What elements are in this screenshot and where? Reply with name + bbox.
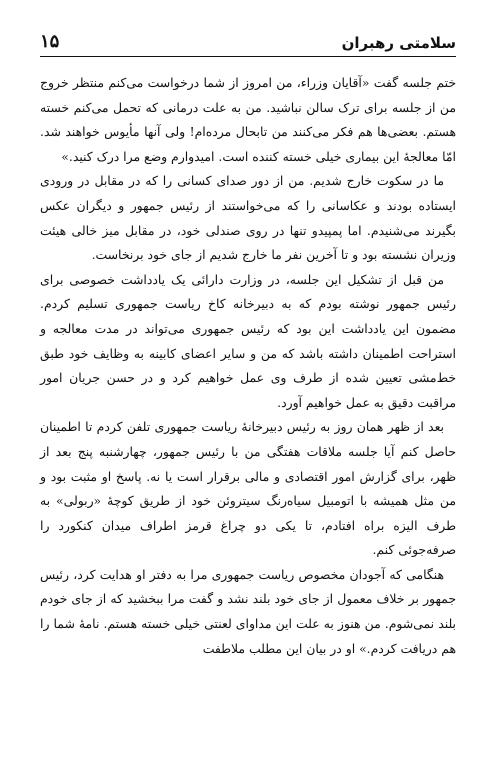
- paragraph-5: هنگامی که آجودان مخصوص ریاست جمهوری مرا به دفتر او هدایت کرد، رئیس جمهور بر خلاف معمول از جای خود بلند نشد و گفت مرا ببخشید که از جای خودم بلند نمی‌شوم. من هنوز به علت این مداوای لعنتی خیلی خسته هستم. نامهٔ شما را هم دریافت کردم.» او در بیان این مطلب ملاطفت: [40, 566, 456, 656]
- paragraph-3: من قبل از تشکیل این جلسه، در وزارت دارائی یک یادداشت خصوصی برای رئیس جمهور نوشته بودم که به دبیرخانه کاخ ریاست جمهوری تسلیم کردم. مضمون این یادداشت این بود که رئیس جمهوری می‌تواند در مدت معالجه و استراحت اطمینان داشته باشد که من و سایر اعضای کابینه به وظایف خود طبق خط‌مشی تعیین شده از طرف وی عمل خواهیم کرد و در حسن جریان امور مراقبت دقیق به عمل خواهیم آورد.: [40, 271, 456, 410]
- header-rule: [40, 56, 456, 57]
- body-text: [40, 71, 456, 661]
- page-header: [40, 20, 456, 52]
- paragraph-1: ختم جلسه گفت «آقایان وزراء، من امروز از شما درخواست می‌کنم منتظر خروج من از جلسه برای ترک سالن نباشید. من به علت درمانی که تحمل می‌کنم خسته هستم. بعضی‌ها هم فکر می‌کنند من تابحال مرده‌ام! ولی آنها مأیوس خواهند شد. امّا معالجهٔ این بیماری خیلی خسته کننده است. امیدوارم وضع مرا درک کنید.»: [40, 75, 456, 164]
- running-title: سلامتی رهبران: [341, 34, 456, 52]
- paragraph-2: ما در سکوت خارج شدیم. من از دور صدای کسانی را که در مقابل در ورودی ایستاده بودند و عکاسانی را که می‌خواستند از رئیس جمهور و دیگران عکس بگیرند می‌شنیدم. اما پمپیدو تنها در روی صندلی خود، در مقابل میز خالی هیئت وزیران نشسته بود و تا آخرین نفر ما خارج شدیم از جای خود برنخاست.: [40, 173, 456, 263]
- page-number: ۱۵: [40, 31, 60, 52]
- paragraph-4: بعد از ظهر همان روز به رئیس دبیرخانهٔ ریاست جمهوری تلفن کردم تا اطمینان حاصل کنم آیا جلسه ملاقات هفتگی من با رئیس جمهور، چهارشنبه پنج بعد از ظهر، برای گزارش امور اقتصادی و مالی برقرار است یا نه. پاسخ او مثبت بود و من مثل همیشه با اتومبیل سیاه‌رنگ سیتروئن خود از طریق کوچهٔ «ربولی» به طرف الیزه براه افتادم، تا یکی دو چراغ قرمز اطراف میدان کنکورد را صرفه‌جوئی کنم.: [40, 419, 456, 558]
